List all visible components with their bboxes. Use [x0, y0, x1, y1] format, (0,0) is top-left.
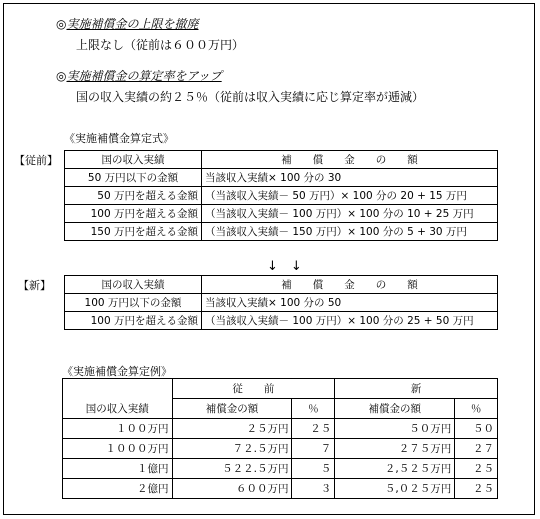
heading-title: 実施補償金の上限を撤廃	[66, 17, 199, 31]
income-cell: ２億円	[63, 479, 173, 499]
heading-body: 上限なし（従前は６００万円）	[76, 38, 245, 52]
new-pct-cell: ２５	[455, 459, 498, 479]
amount-cell: （当該収入実績－ 50 万円）× 100 分の 20 + 15 万円	[202, 187, 498, 205]
old-amount-cell: ７２.５万円	[172, 439, 292, 459]
new-pct-cell: ２７	[455, 439, 498, 459]
new-amount-cell: ５,０２５万円	[335, 479, 455, 499]
income-cell: 150 万円を超える金額	[65, 223, 202, 241]
header-income: 国の収入実績	[63, 379, 173, 419]
income-cell: 50 万円を超える金額	[65, 187, 202, 205]
old-pct-cell: ３	[292, 479, 335, 499]
new-formula-label: 【新】	[18, 279, 51, 292]
table-row	[63, 419, 498, 439]
header-group-old: 従 前	[172, 379, 335, 399]
income-cell: １００万円	[63, 419, 173, 439]
example-section-title: 《実施補償金算定例》	[62, 365, 172, 378]
income-cell: 100 万円を超える金額	[65, 312, 202, 330]
header-new-pct: ％	[455, 399, 498, 419]
income-cell: １０００万円	[63, 439, 173, 459]
heading-title: 実施補償金の算定率をアップ	[66, 69, 222, 83]
new-amount-cell: ２７５万円	[335, 439, 455, 459]
new-pct-cell: ５０	[455, 419, 498, 439]
formula-section-title: 《実施補償金算定式》	[64, 132, 174, 145]
header-group-new: 新	[335, 379, 498, 399]
income-cell: １億円	[63, 459, 173, 479]
old-pct-cell: ２５	[292, 419, 335, 439]
new-amount-cell: ２,５２５万円	[335, 459, 455, 479]
table-row	[65, 223, 498, 241]
old-pct-cell: ５	[292, 459, 335, 479]
table-row	[65, 169, 498, 187]
old-amount-cell: ６００万円	[172, 479, 292, 499]
income-cell: 50 万円以下の金額	[65, 169, 202, 187]
table-row	[65, 187, 498, 205]
heading-raise-rate	[56, 67, 222, 84]
table-row	[63, 479, 498, 499]
amount-cell: （当該収入実績－ 100 万円）× 100 分の 25 + 50 万円	[202, 312, 498, 330]
heading-body: 国の収入実績の約２５％（従前は収入実績に応じ算定率が逓減）	[76, 90, 425, 104]
header-income: 国の収入実績	[65, 151, 202, 169]
old-formula-label: 【従前】	[14, 154, 58, 167]
example-table	[62, 378, 498, 499]
amount-cell: 当該収入実績× 100 分の 50	[202, 294, 498, 312]
amount-cell: 当該収入実績× 100 分の 30	[202, 169, 498, 187]
old-amount-cell: ５２２.５万円	[172, 459, 292, 479]
income-cell: 100 万円以下の金額	[65, 294, 202, 312]
heading-abolish-cap	[56, 15, 199, 32]
bullet-symbol: ◎	[56, 69, 67, 83]
new-formula-table	[64, 275, 498, 330]
header-amount: 補 償 金 の 額	[202, 151, 498, 169]
header-amount: 補 償 金 の 額	[202, 276, 498, 294]
amount-cell: （当該収入実績－ 100 万円）× 100 分の 10 + 25 万円	[202, 205, 498, 223]
old-formula-table	[64, 150, 498, 241]
down-arrows: ↓ ↓	[267, 259, 302, 274]
amount-cell: （当該収入実績－ 150 万円）× 100 分の 5 + 30 万円	[202, 223, 498, 241]
income-cell: 100 万円を超える金額	[65, 205, 202, 223]
new-pct-cell: ２５	[455, 479, 498, 499]
new-amount-cell: ５０万円	[335, 419, 455, 439]
bullet-symbol: ◎	[56, 17, 67, 31]
table-row	[65, 205, 498, 223]
header-income: 国の収入実績	[65, 276, 202, 294]
header-old-amount: 補償金の額	[172, 399, 292, 419]
header-new-amount: 補償金の額	[335, 399, 455, 419]
old-amount-cell: ２５万円	[172, 419, 292, 439]
table-row	[65, 294, 498, 312]
table-row	[63, 459, 498, 479]
header-old-pct: ％	[292, 399, 335, 419]
table-row	[65, 312, 498, 330]
old-pct-cell: ７	[292, 439, 335, 459]
table-row	[63, 439, 498, 459]
